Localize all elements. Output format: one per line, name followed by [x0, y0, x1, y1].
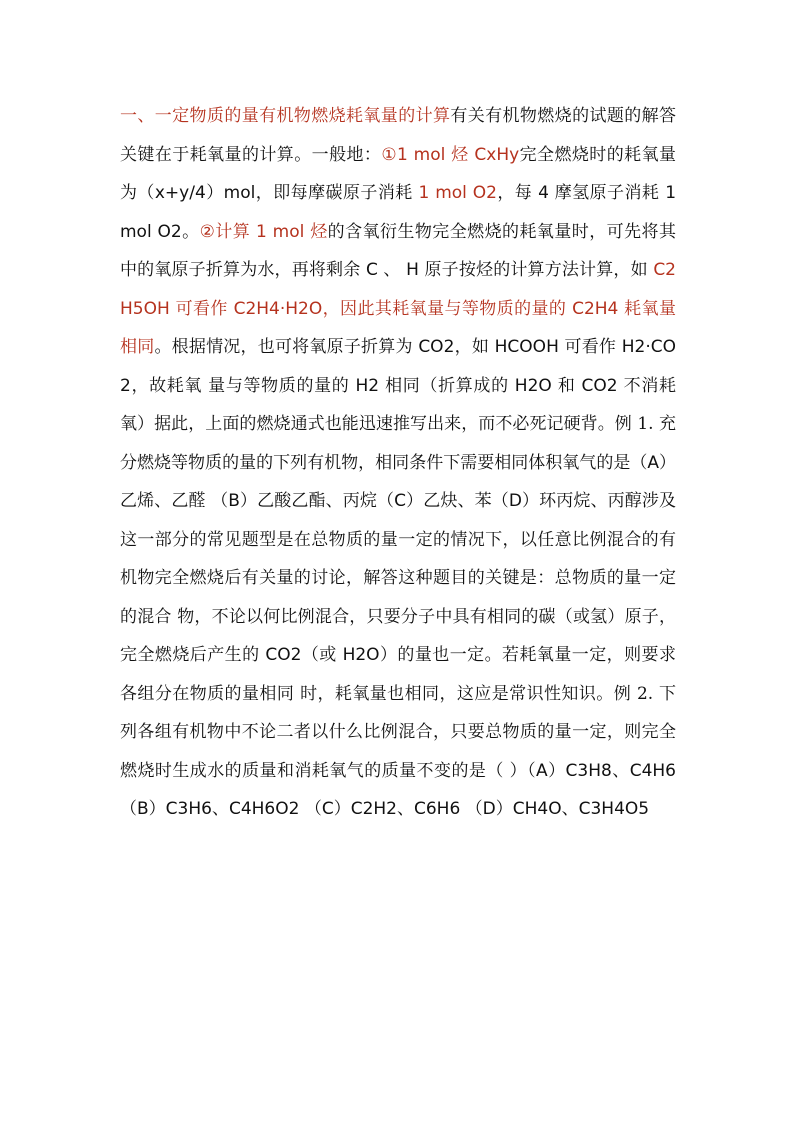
highlight-c2h5oh-example: C2H5OH 可看作 C2H4·H2O，因此其耗氧量与等物质的量的 C2H4 耗氧量相同	[120, 260, 676, 357]
highlight-formula-cxhy: ①1 mol 烃 CxHy	[381, 144, 520, 165]
paragraph-segment: 充分燃烧等物质的量的下列有机物，相同条件下需要相同体积氧气的是（A）乙烯、乙醛 （B）乙酸乙酯、丙烷（C）乙炔、苯（D）环丙烷、丙醇涉及这一部分的常见题型是在总物质的量一定的情况下，以任意比例混合的有机物完全燃烧后有关量的讨论，解答这种题目的关键是：总物质的量一定的混合 物，不论以何比例混合，只要分子中具有相同的碳（或氢）原子，完全燃烧后产生的 CO2（或 H2O）的量也一定。若耗氧量一定，则要求各组分在物质的量相同 时，耗氧量也相同，这应是常识性知识。例	[120, 414, 677, 704]
paragraph-segment: ，每 4 摩氢原子消耗 1 mol O2。	[120, 183, 677, 242]
paragraph-segment: 的含氧衍生物完全燃烧的耗氧量时，可先将其中的氧原子折算为水，再将剩余 C 、 H 原子按烃的计算方法计算，如	[120, 221, 676, 280]
body-paragraph	[120, 97, 676, 829]
paragraph-segment: 有关有机物燃烧的试题的解答关键在于耗氧量的计算。一般地：	[120, 106, 677, 165]
paragraph-segment: 完全燃烧时的耗氧量为（x+y/4）mol，即每摩碳原子消耗	[120, 144, 676, 203]
example-number-1: 1.	[631, 414, 660, 434]
paragraph-segment: 。根据情况，也可将氧原子折算为 CO2，如 HCOOH 可看作 H2·CO2，故耗氧 量与等物质的量的 H2 相同（折算成的 H2O 和 CO2 不消耗氧）据此，上面的燃烧通式也能迅速推写出来，而不必死记硬背。例	[120, 337, 676, 434]
paragraph-segment: 下列各组有机物中不论二者以什么比例混合，只要总物质的量一定，则完全燃烧时生成水的质量和消耗氧气的质量不变的是（ ）（A）C3H8、C4H6 （B）C3H6、C4H6O2 （C）C2H2、C6H6 （D）CH4O、C3H4O5	[120, 683, 676, 819]
example-number-2: 2.	[631, 683, 659, 704]
section-heading: 一、一定物质的量有机物燃烧耗氧量的计算	[120, 106, 451, 126]
highlight-1mol-o2: 1 mol O2	[418, 183, 497, 203]
highlight-calc-1mol: ②计算 1 mol 烃	[199, 221, 328, 242]
document-page	[120, 97, 676, 829]
